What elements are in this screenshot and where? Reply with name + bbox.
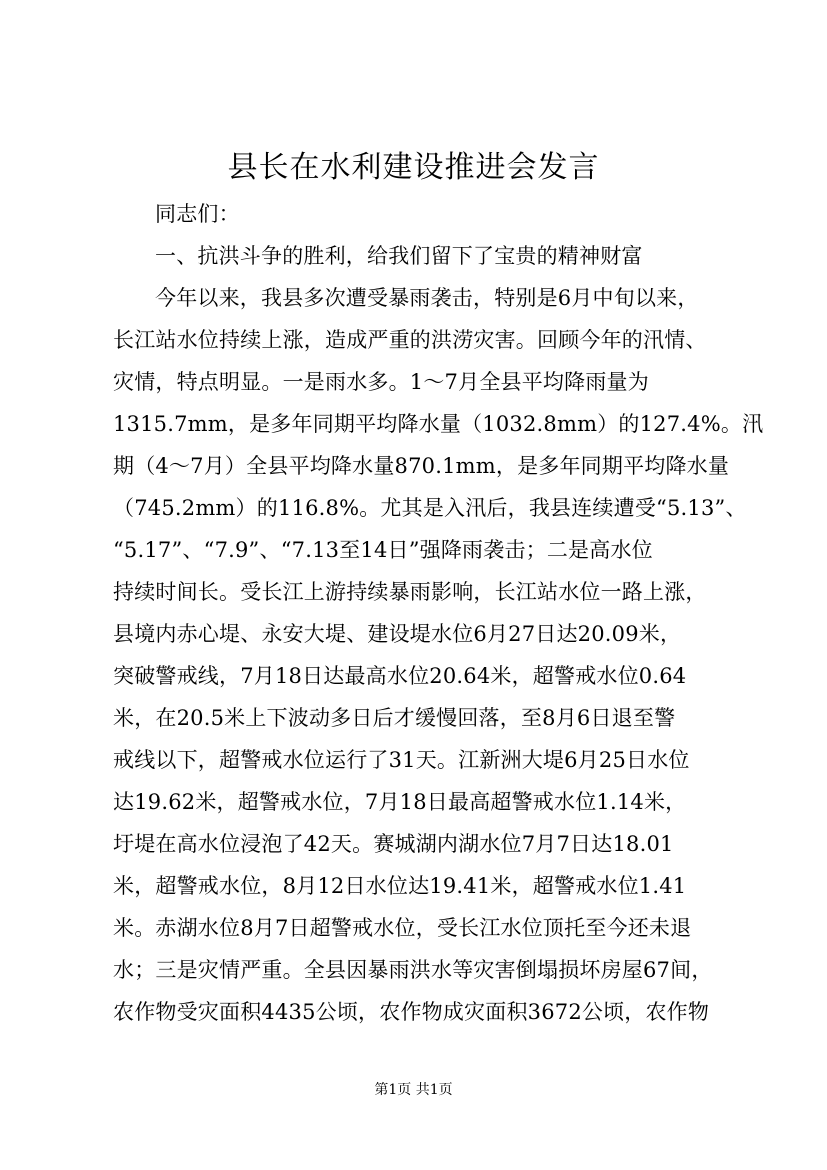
section-heading-line: 一、抗洪斗争的胜利，给我们留下了宝贵的精神财富 [155,244,643,268]
body-line: 农作物受灾面积4435公顷，农作物成灾面积3672公顷，农作物 [113,1000,710,1024]
body-line: 米，超警戒水位，8月12日水位达19.41米，超警戒水位1.41 [113,874,687,898]
body-line: 期（4～7月）全县平均降水量870.1mm，是多年同期平均降水量 [113,454,730,478]
body-line: 戒线以下，超警戒水位运行了31天。江新洲大堤6月25日水位 [113,748,690,772]
body-line: 水；三是灾情严重。全县因暴雨洪水等灾害倒塌损坏房屋67间， [113,958,713,982]
page-number-footer: 第1页 共1页 [374,1082,453,1098]
body-line: 长江站水位持续上涨，造成严重的洪涝灾害。回顾今年的汛情、 [113,328,707,352]
body-line: 1315.7mm，是多年同期平均降水量（1032.8mm）的127.4%。汛 [113,412,764,436]
body-line: 达19.62米，超警戒水位，7月18日最高超警戒水位1.14米， [113,790,687,814]
body-line: 持续时间长。受长江上游持续暴雨影响，长江站水位一路上涨， [113,580,707,604]
body-line: 今年以来，我县多次遭受暴雨袭击，特别是6月中旬以来， [155,286,699,310]
document-title: 县长在水利建设推进会发言 [227,150,600,185]
body-line: （745.2mm）的116.8%。尤其是入汛后，我县连续遭受“5.13”、 [113,496,747,520]
salutation-line: 同志们： [155,202,240,226]
body-line: 突破警戒线，7月18日达最高水位20.64米，超警戒水位0.64 [113,664,687,688]
body-line: “5.17”、“7.9”、“7.13至14日”强降雨袭击；二是高水位 [113,538,653,562]
body-line: 灾情，特点明显。一是雨水多。1～7月全县平均降雨量为 [113,370,649,394]
body-line: 米。赤湖水位8月7日超警戒水位，受长江水位顶托至今还未退 [113,916,692,940]
body-line: 米，在20.5米上下波动多日后才缓慢回落，至8月6日退至警 [113,706,676,730]
body-line: 县境内赤心堤、永安大堤、建设堤水位6月27日达20.09米， [113,622,682,646]
body-line: 圩堤在高水位浸泡了42天。赛城湖内湖水位7月7日达18.01 [113,832,674,856]
